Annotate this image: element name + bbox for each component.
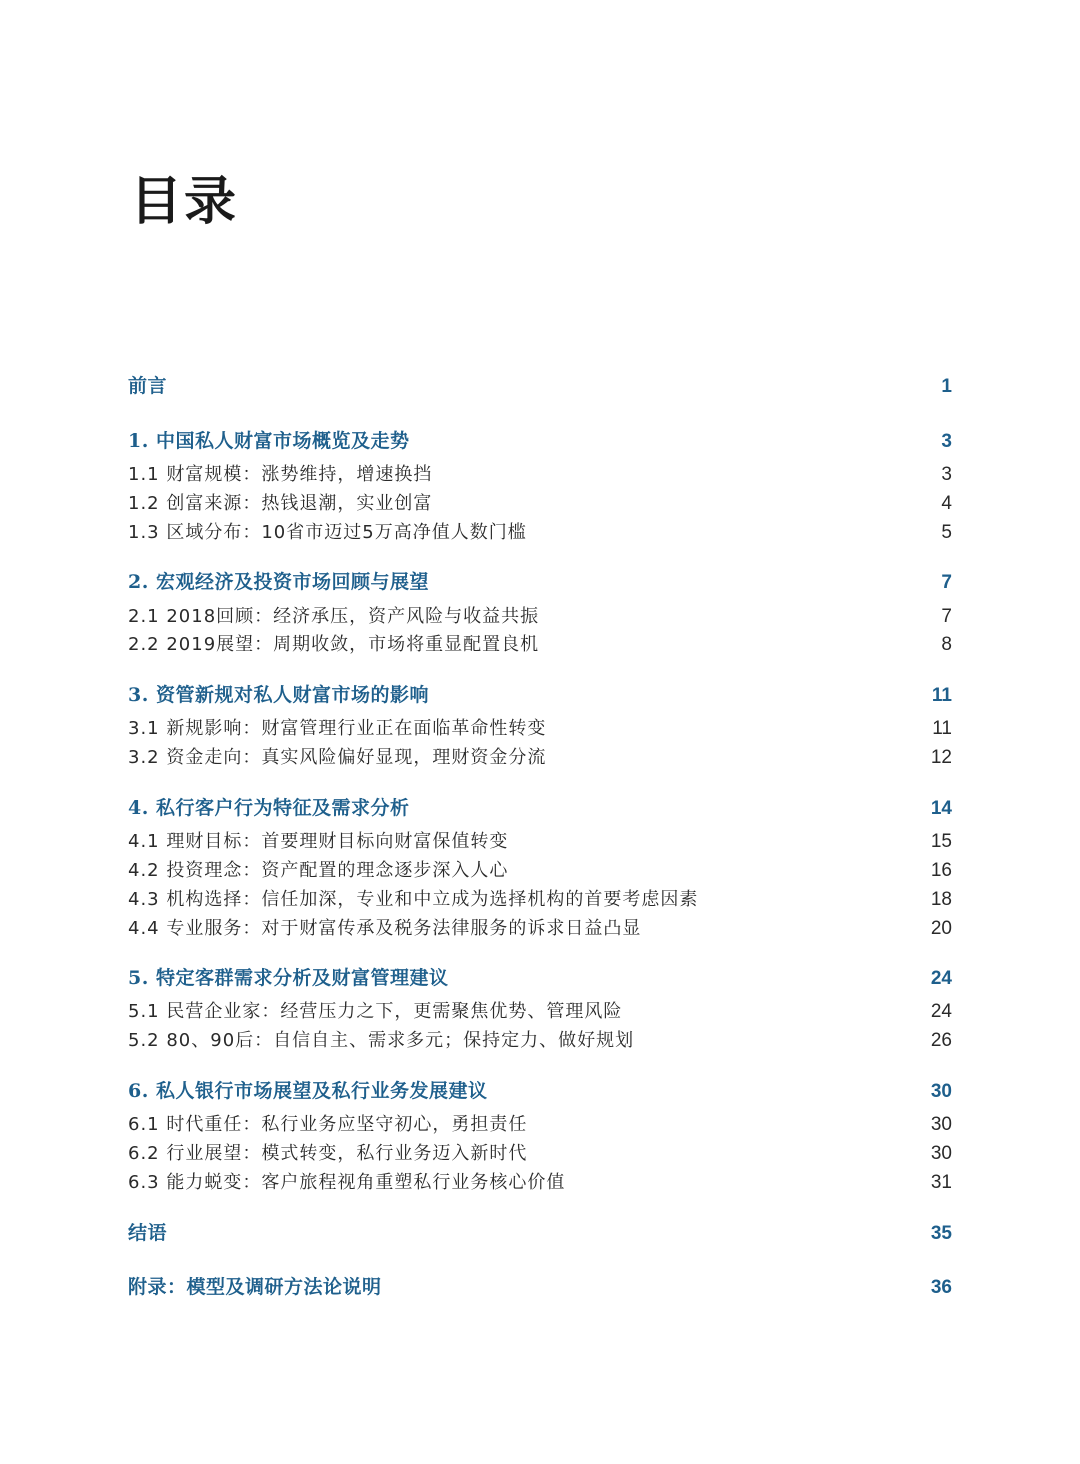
toc-entry-chapter-2[interactable] bbox=[128, 567, 952, 594]
toc-entry-label: 4. 私行客户行为特征及需求分析 bbox=[128, 797, 410, 819]
toc-entry-section-3-2[interactable] bbox=[128, 743, 952, 769]
toc-entry-label: 1.2 创富来源：热钱退潮，实业创富 bbox=[128, 493, 433, 514]
toc-entry-page: 30 bbox=[930, 1081, 952, 1102]
toc-entry-page: 1 bbox=[941, 376, 952, 397]
toc-entry-section-6-2[interactable] bbox=[128, 1139, 952, 1165]
toc-entry-section-1-3[interactable] bbox=[128, 518, 952, 544]
toc-entry-label: 4.2 投资理念：资产配置的理念逐步深入人心 bbox=[128, 860, 509, 881]
toc-entry-page: 24 bbox=[930, 1001, 952, 1022]
toc-entry-page: 24 bbox=[930, 968, 952, 989]
toc-entry-label: 前言 bbox=[128, 375, 168, 397]
toc-entry-section-1-1[interactable] bbox=[128, 460, 952, 486]
toc-entry-label: 1.1 财富规模：涨势维持，增速换挡 bbox=[128, 464, 433, 485]
toc-entry-section-2-1[interactable] bbox=[128, 602, 952, 628]
toc-entry-preface[interactable] bbox=[128, 371, 952, 398]
toc-entry-page: 3 bbox=[941, 431, 952, 452]
toc-entry-chapter-5[interactable] bbox=[128, 963, 952, 990]
toc-entry-section-5-1[interactable] bbox=[128, 997, 952, 1023]
toc-entry-page: 8 bbox=[941, 634, 952, 655]
toc-entry-section-4-1[interactable] bbox=[128, 827, 952, 853]
toc-entry-page: 12 bbox=[930, 747, 952, 768]
toc-entry-label: 6.3 能力蜕变：客户旅程视角重塑私行业务核心价值 bbox=[128, 1172, 566, 1193]
toc-entry-label: 3.2 资金走向：真实风险偏好显现，理财资金分流 bbox=[128, 747, 547, 768]
toc-entry-page: 30 bbox=[930, 1143, 952, 1164]
toc-entry-page: 11 bbox=[932, 718, 952, 739]
toc-entry-label: 结语 bbox=[128, 1222, 168, 1244]
toc-entry-section-6-1[interactable] bbox=[128, 1110, 952, 1136]
toc-entry-section-2-2[interactable] bbox=[128, 630, 952, 656]
toc-entry-page: 36 bbox=[930, 1277, 952, 1298]
toc-entry-label: 4.3 机构选择：信任加深，专业和中立成为选择机构的首要考虑因素 bbox=[128, 889, 699, 910]
toc-entry-section-4-3[interactable] bbox=[128, 885, 952, 911]
toc-entry-label: 5.2 80、90后：自信自主、需求多元；保持定力、做好规划 bbox=[128, 1030, 635, 1051]
toc-entry-label: 1.3 区域分布：10省市迈过5万高净值人数门槛 bbox=[128, 522, 527, 543]
toc-entry-page: 15 bbox=[930, 831, 952, 852]
toc-entry-label: 2.1 2018回顾：经济承压，资产风险与收益共振 bbox=[128, 606, 540, 627]
toc-entry-label: 6.1 时代重任：私行业务应坚守初心，勇担责任 bbox=[128, 1114, 528, 1135]
toc-entry-page: 5 bbox=[941, 522, 952, 543]
toc-entry-section-5-2[interactable] bbox=[128, 1026, 952, 1052]
toc-entry-chapter-1[interactable] bbox=[128, 426, 952, 453]
toc-entry-page: 11 bbox=[931, 685, 952, 706]
toc-entry-chapter-6[interactable] bbox=[128, 1076, 952, 1103]
toc-entry-section-1-2[interactable] bbox=[128, 489, 952, 515]
toc-entry-label: 6. 私人银行市场展望及私行业务发展建议 bbox=[128, 1080, 488, 1102]
toc-entry-section-6-3[interactable] bbox=[128, 1168, 952, 1194]
toc-entry-page: 18 bbox=[930, 889, 952, 910]
toc-entry-label: 1. 中国私人财富市场概览及走势 bbox=[128, 430, 410, 452]
toc-entry-section-3-1[interactable] bbox=[128, 714, 952, 740]
toc-entry-page: 20 bbox=[930, 918, 952, 939]
toc-entry-label: 5. 特定客群需求分析及财富管理建议 bbox=[128, 967, 449, 989]
toc-entry-label: 6.2 行业展望：模式转变，私行业务迈入新时代 bbox=[128, 1143, 528, 1164]
toc-entry-page: 30 bbox=[930, 1114, 952, 1135]
toc-entry-page: 26 bbox=[930, 1030, 952, 1051]
toc-entry-page: 16 bbox=[930, 860, 952, 881]
toc-entry-label: 3.1 新规影响：财富管理行业正在面临革命性转变 bbox=[128, 718, 547, 739]
toc-entry-page: 7 bbox=[941, 606, 952, 627]
toc-entry-page: 31 bbox=[930, 1172, 952, 1193]
toc-entry-label: 2.2 2019展望：周期收敛，市场将重显配置良机 bbox=[128, 634, 540, 655]
toc-entry-page: 3 bbox=[941, 464, 952, 485]
toc-entry-section-4-2[interactable] bbox=[128, 856, 952, 882]
toc-entry-page: 7 bbox=[941, 572, 952, 593]
page-title: 目录 bbox=[130, 171, 239, 232]
toc-entry-chapter-3[interactable] bbox=[128, 680, 952, 707]
toc-entry-label: 2. 宏观经济及投资市场回顾与展望 bbox=[128, 571, 429, 593]
toc-entry-label: 5.1 民营企业家：经营压力之下，更需聚焦优势、管理风险 bbox=[128, 1001, 623, 1022]
toc-entry-appendix[interactable] bbox=[128, 1272, 952, 1299]
toc-entry-page: 35 bbox=[930, 1223, 952, 1244]
toc-entry-chapter-4[interactable] bbox=[128, 793, 952, 820]
toc-entry-label: 附录：模型及调研方法论说明 bbox=[128, 1276, 382, 1298]
toc-entry-label: 3. 资管新规对私人财富市场的影响 bbox=[128, 684, 429, 706]
toc-entry-label: 4.1 理财目标：首要理财目标向财富保值转变 bbox=[128, 831, 509, 852]
toc-entry-conclusion[interactable] bbox=[128, 1218, 952, 1245]
toc-entry-page: 14 bbox=[930, 798, 952, 819]
toc-entry-label: 4.4 专业服务：对于财富传承及税务法律服务的诉求日益凸显 bbox=[128, 918, 642, 939]
toc-entry-section-4-4[interactable] bbox=[128, 914, 952, 940]
toc-entry-page: 4 bbox=[941, 493, 952, 514]
